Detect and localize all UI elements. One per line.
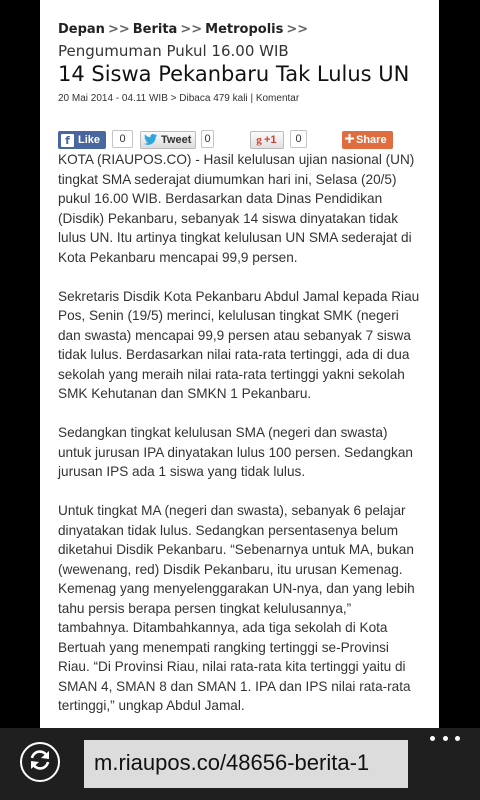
article-title: 14 Siswa Pekanbaru Tak Lulus UN bbox=[58, 62, 410, 86]
share-button[interactable] bbox=[342, 131, 393, 149]
facebook-like-count: 0 bbox=[112, 130, 133, 148]
facebook-icon: f bbox=[61, 134, 74, 147]
article-paragraph: Sedangkan tingkat kelulusan SMA (negeri dan swasta) untuk jurusan IPA dinyatakan lulus 100 persen. Sedangkan jurusan IPS ada 1 siswa yang tidak lulus. bbox=[58, 425, 413, 479]
article-views: Dibaca 479 kali bbox=[179, 93, 248, 104]
refresh-button[interactable] bbox=[20, 742, 60, 782]
article-paragraph: Sekretaris Disdik Kota Pekanbaru Abdul Jamal kepada Riau Pos, Senin (19/5) merinci, kelulusan tingkat SMK (negeri dan swasta) mencapai 99,9 persen atau sebanyak 7 siswa tidak lulus. Berdasarkan nilai rata-rata tertinggi, ada di dua sekolah yang meraih nilai rata-rata tertinggi yakni sekolah SMK Kehutanan dan SMKN 1 Pekanbaru. bbox=[58, 288, 420, 401]
share-plus-icon bbox=[345, 134, 354, 147]
more-dot-icon bbox=[455, 736, 460, 741]
article-paragraph: Untuk tingkat MA (negeri dan swasta), sebanyak 6 pelajar dinyatakan tidak lulus. Sedangkan persentasenya belum diketahui Disdik Pekanbaru. “Sebenarnya untuk MA, bukan (wewenang, red) Disdik Pekanbaru, itu urusan Kemenag. Kemenag yang menyelenggarakan UN-nya, dan yang lebih tahu persis berapa persen tingkat kelulusannya,” tambahnya. Ditambahkannya, ada tiga sekolah di Kota Bertuah yang menempati rangking tertinggi se-Provinsi Riau. “Di Provinsi Riau, nilai rata-rata kita tertinggi yaitu di SMAN 4, SMAN 8 dan SMAN 1. IPA dan IPS nilai rata-rata tertinggi,” ungkap Abdul Jamal. bbox=[58, 503, 415, 713]
meta-separator: | bbox=[250, 93, 254, 104]
tweet-button[interactable] bbox=[140, 131, 196, 149]
breadcrumb-depan[interactable]: Depan bbox=[58, 22, 105, 37]
facebook-like-button[interactable] bbox=[58, 131, 106, 149]
share-label: Share bbox=[356, 134, 387, 146]
facebook-like-label: Like bbox=[78, 134, 101, 146]
breadcrumb-berita[interactable]: Berita bbox=[132, 22, 178, 37]
web-page bbox=[40, 0, 439, 728]
breadcrumb-separator: >> bbox=[286, 22, 309, 37]
article-subtitle: Pengumuman Pukul 16.00 WIB bbox=[58, 42, 289, 60]
breadcrumb bbox=[58, 22, 421, 42]
url-field[interactable] bbox=[84, 740, 408, 788]
breadcrumb-separator: >> bbox=[180, 22, 203, 37]
breadcrumb-separator: >> bbox=[107, 22, 130, 37]
twitter-bird-icon bbox=[144, 134, 157, 147]
more-dot-icon bbox=[443, 736, 448, 741]
article-date: 20 Mai 2014 - 04.11 WIB bbox=[58, 93, 168, 104]
comment-link[interactable]: Komentar bbox=[255, 93, 300, 104]
google-plus-icon: g bbox=[256, 133, 262, 146]
google-plus-label: +1 bbox=[264, 134, 277, 146]
breadcrumb-metropolis[interactable]: Metropolis bbox=[205, 22, 284, 37]
meta-separator: > bbox=[170, 93, 177, 104]
url-text: m.riaupos.co/48656-berita-1 bbox=[94, 750, 370, 775]
google-plus-button[interactable] bbox=[250, 131, 284, 149]
article-body bbox=[58, 150, 421, 716]
tweet-label: Tweet bbox=[161, 134, 192, 146]
more-dot-icon bbox=[430, 736, 435, 741]
more-menu-button[interactable] bbox=[430, 736, 460, 746]
refresh-icon bbox=[27, 747, 53, 778]
tweet-count: 0 bbox=[201, 130, 214, 148]
google-plus-count: 0 bbox=[290, 130, 307, 148]
article-meta bbox=[58, 93, 421, 104]
share-bar bbox=[58, 130, 421, 154]
article-paragraph: KOTA (RIAUPOS.CO) - Hasil kelulusan ujian nasional (UN) tingkat SMA sederajat diumumkan hari ini, Selasa (20/5) pukul 16.00 WIB. Berdasarkan data Dinas Pendidikan (Disdik) Pekanbaru, sebanyak 14 siswa dinyatakan tidak lulus UN. Itu artinya tingkat kelulusan UN SMA sederajat di Kota Pekanbaru mencapai 99,9 persen. bbox=[58, 152, 415, 265]
